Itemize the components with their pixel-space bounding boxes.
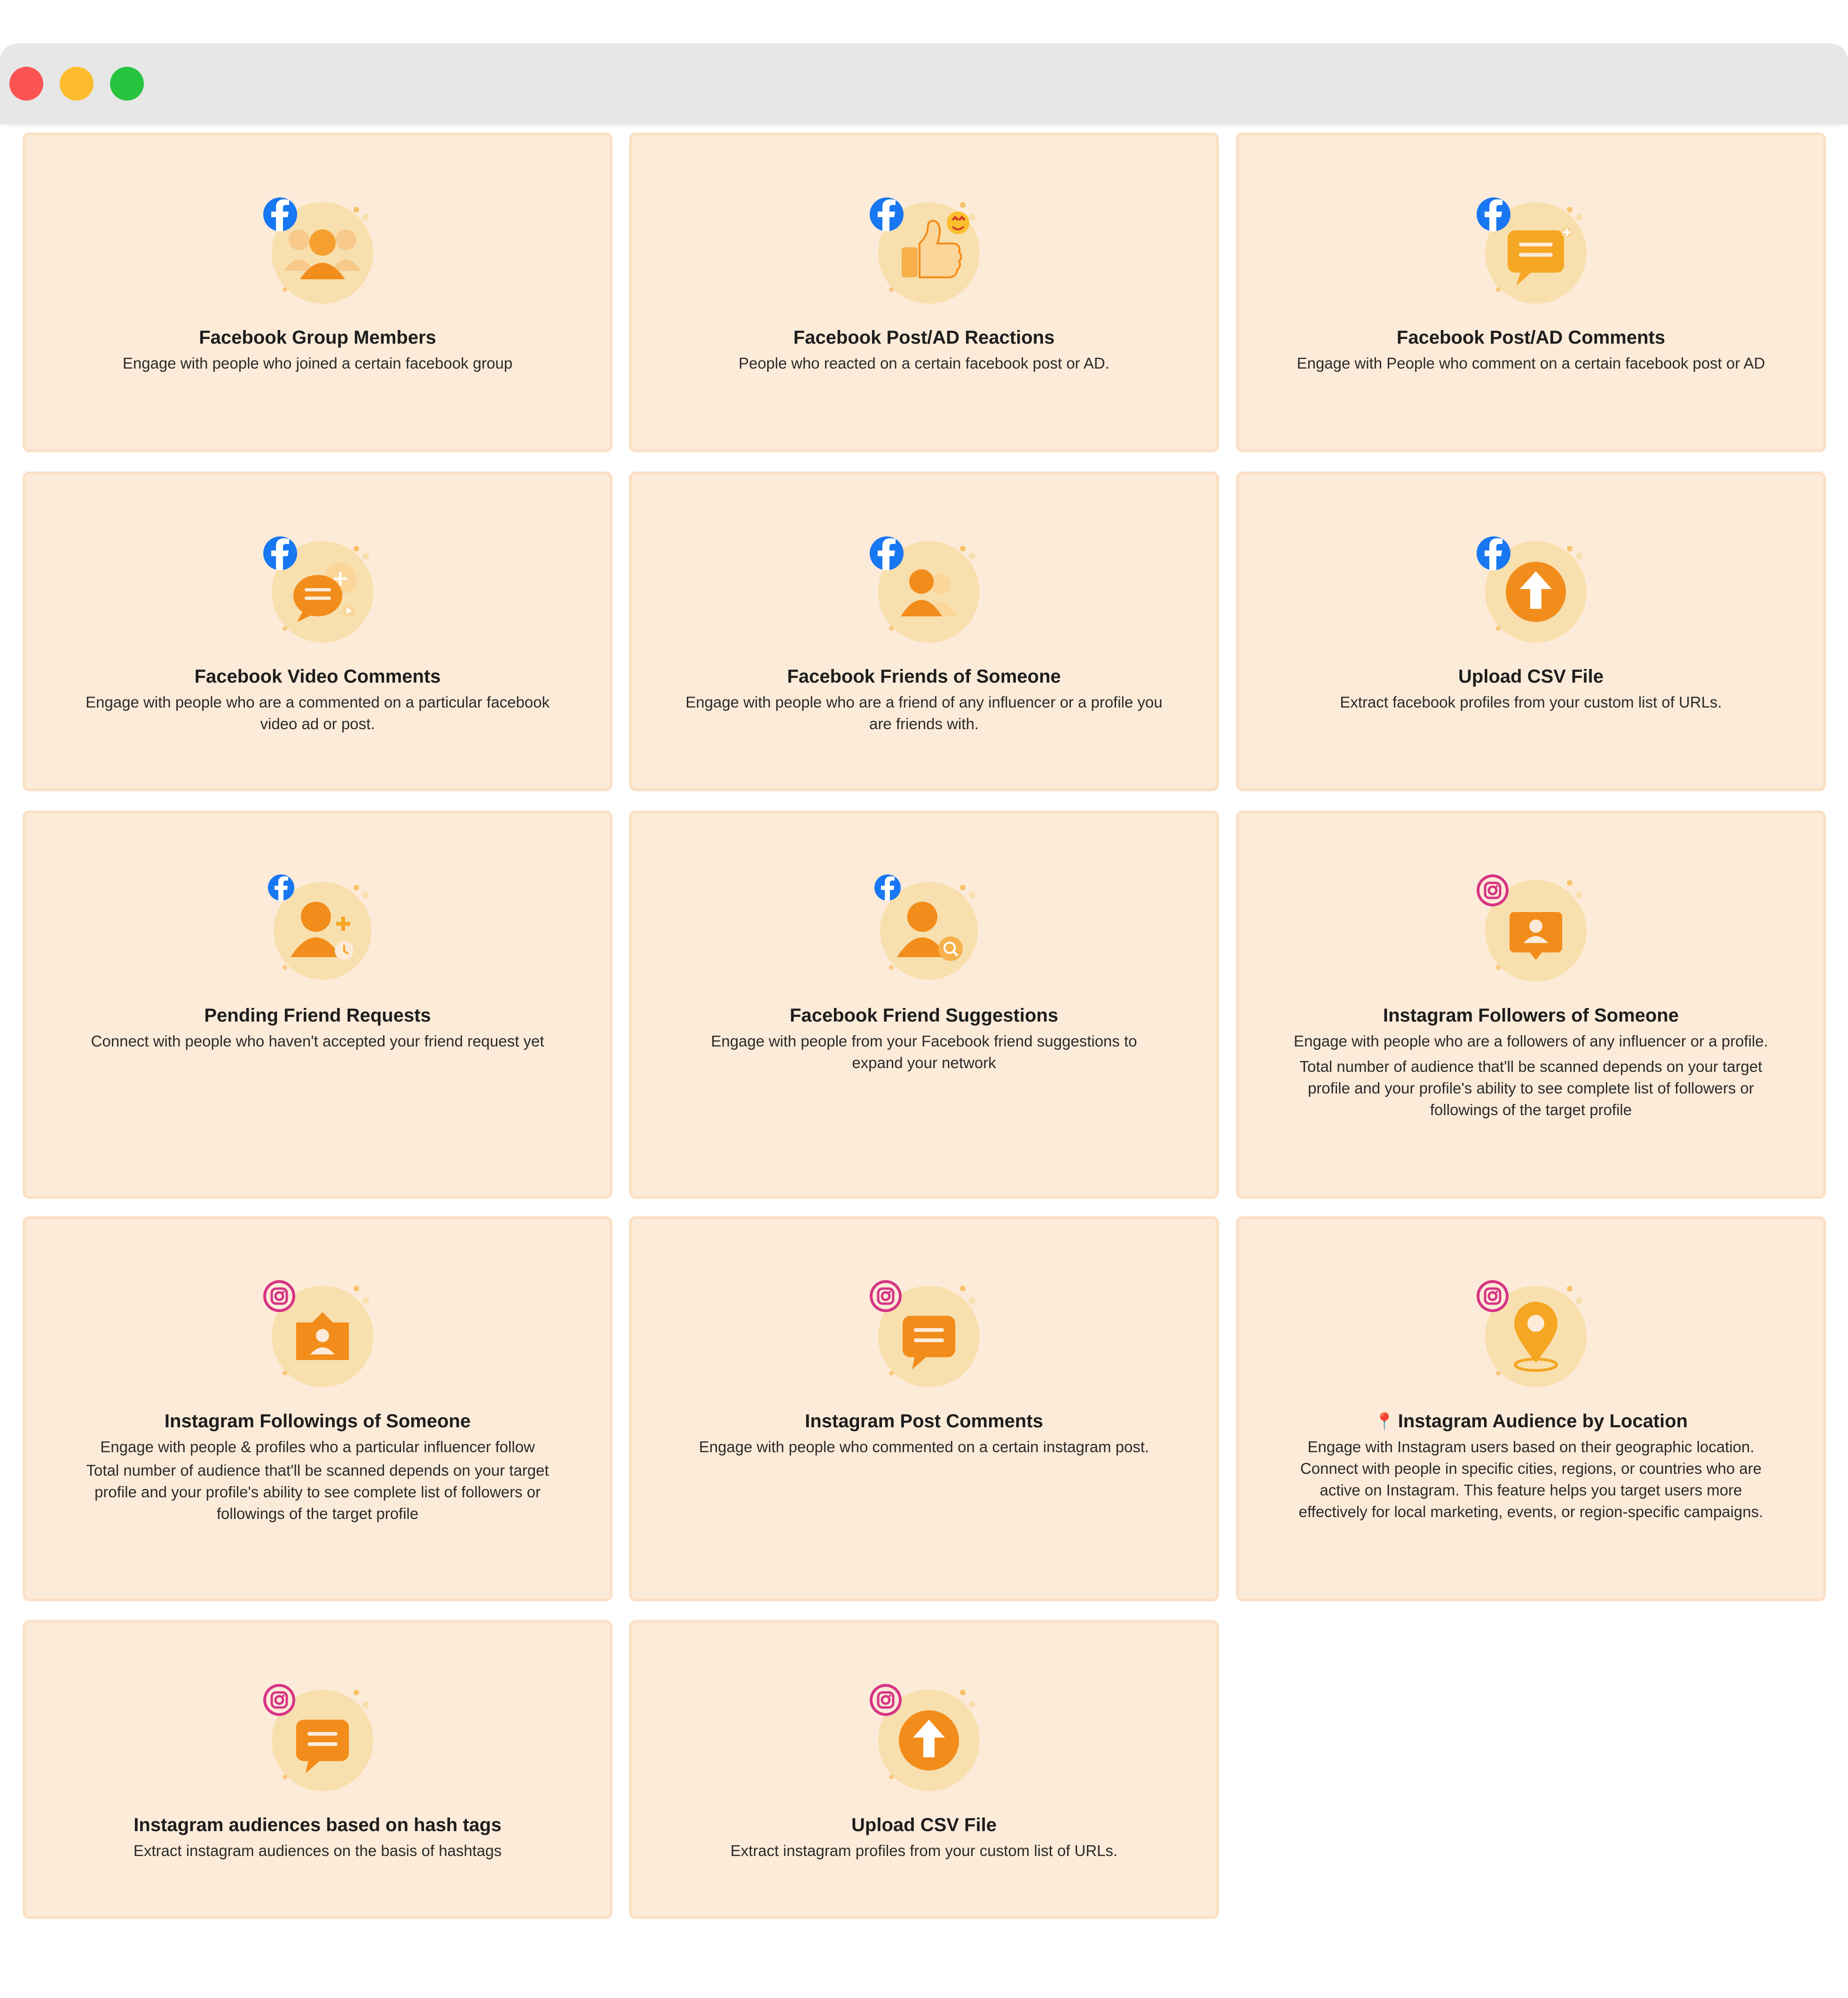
video-comment-icon: [247, 526, 388, 648]
profile-card-icon: [247, 1271, 388, 1393]
friend-search-icon: [854, 865, 995, 987]
card-facebook-group-members[interactable]: [23, 133, 613, 452]
card-description: Extract instagram audiences on the basis of hashtags: [133, 1842, 502, 1859]
group-icon: [247, 187, 388, 309]
card-description-extra: Total number of audience that'll be scanned depends on your target profile and your profile's ability to see complete list of followers or followings of the target profile: [86, 1462, 549, 1522]
card-description: Engage with Instagram users based on their geographic location. Connect with people in specific cities, regions, or countries who are active on Instagram. This feature helps you target users more effectively for local marketing, events, or region-specific campaigns.: [1298, 1438, 1763, 1520]
card-title: Pending Friend Requests: [204, 1005, 431, 1026]
thumbs-up-icon: [854, 187, 995, 309]
card-facebook-post-comments[interactable]: [1236, 133, 1826, 452]
card-title: Instagram Followers of Someone: [1383, 1005, 1679, 1026]
upload-icon: [854, 1675, 995, 1797]
comment-icon: [854, 1271, 995, 1393]
card-description: Engage with people who are a friend of any influencer or a profile you are friends with.: [685, 693, 1163, 732]
card-instagram-followings[interactable]: [23, 1216, 613, 1601]
card-description: Engage with people who are a commented on a particular facebook video ad or post.: [86, 693, 550, 732]
card-title: Facebook Video Comments: [194, 666, 441, 687]
card-title: Upload CSV File: [1458, 666, 1604, 687]
card-facebook-friends-of-someone[interactable]: [629, 472, 1219, 791]
add-friend-icon: [247, 865, 388, 987]
card-description: Extract facebook profiles from your custom list of URLs.: [1340, 693, 1722, 711]
location-pin-icon: [1461, 1271, 1602, 1393]
map-pin-emoji: 📍: [1374, 1412, 1395, 1431]
card-facebook-friend-suggestions[interactable]: [629, 810, 1219, 1199]
comment-icon: [247, 1675, 388, 1797]
card-description: [1290, 1030, 1771, 1121]
card-description-extra: Total number of audience that'll be scanned depends on your target profile and your profile's ability to see complete list of followers or followings of the target profile: [1299, 1058, 1762, 1118]
card-title: Facebook Group Members: [199, 327, 436, 348]
card-facebook-video-comments[interactable]: [23, 472, 613, 791]
card-title: Facebook Friends of Someone: [787, 666, 1061, 687]
card-instagram-post-comments[interactable]: [629, 1216, 1219, 1601]
card-description-main: Engage with people & profiles who a particular influencer follow: [100, 1438, 535, 1455]
card-instagram-followers[interactable]: [1236, 810, 1826, 1199]
card-title: Facebook Post/AD Comments: [1396, 327, 1666, 348]
card-title: Instagram Followings of Someone: [164, 1411, 471, 1432]
card-description: Engage with people from your Facebook friend suggestions to expand your network: [711, 1032, 1137, 1071]
card-instagram-hashtag-audiences[interactable]: [23, 1620, 613, 1919]
card-description-main: Engage with people who are a followers of any influencer or a profile.: [1294, 1032, 1768, 1050]
card-pending-friend-requests[interactable]: [23, 810, 613, 1199]
card-description: Engage with people who joined a certain facebook group: [122, 354, 513, 372]
card-facebook-upload-csv[interactable]: [1236, 472, 1826, 791]
card-title-text: Instagram Audience by Location: [1398, 1411, 1688, 1432]
card-description: Extract instagram profiles from your custom list of URLs.: [730, 1842, 1118, 1859]
card-description: Connect with people who haven't accepted your friend request yet: [91, 1032, 544, 1050]
comment-icon: [1461, 187, 1602, 309]
card-instagram-audience-by-location[interactable]: [1236, 1216, 1826, 1601]
card-description: [77, 1436, 558, 1525]
card-description: Engage with People who comment on a certain facebook post or AD: [1297, 354, 1765, 372]
card-title: Instagram Post Comments: [805, 1411, 1043, 1432]
card-title: Facebook Post/AD Reactions: [793, 327, 1055, 348]
card-title: Facebook Friend Suggestions: [789, 1005, 1059, 1026]
card-description: Engage with people who commented on a certain instagram post.: [699, 1438, 1149, 1455]
card-title: [1258, 1409, 1804, 1433]
profile-card-icon: [1461, 865, 1602, 987]
card-title: Instagram audiences based on hash tags: [134, 1815, 502, 1835]
card-instagram-upload-csv[interactable]: [629, 1620, 1219, 1919]
upload-icon: [1461, 526, 1602, 648]
card-description: People who reacted on a certain facebook post or AD.: [739, 354, 1109, 372]
card-title: Upload CSV File: [851, 1815, 997, 1835]
card-facebook-post-reactions[interactable]: [629, 133, 1219, 452]
friends-icon: [854, 526, 995, 648]
